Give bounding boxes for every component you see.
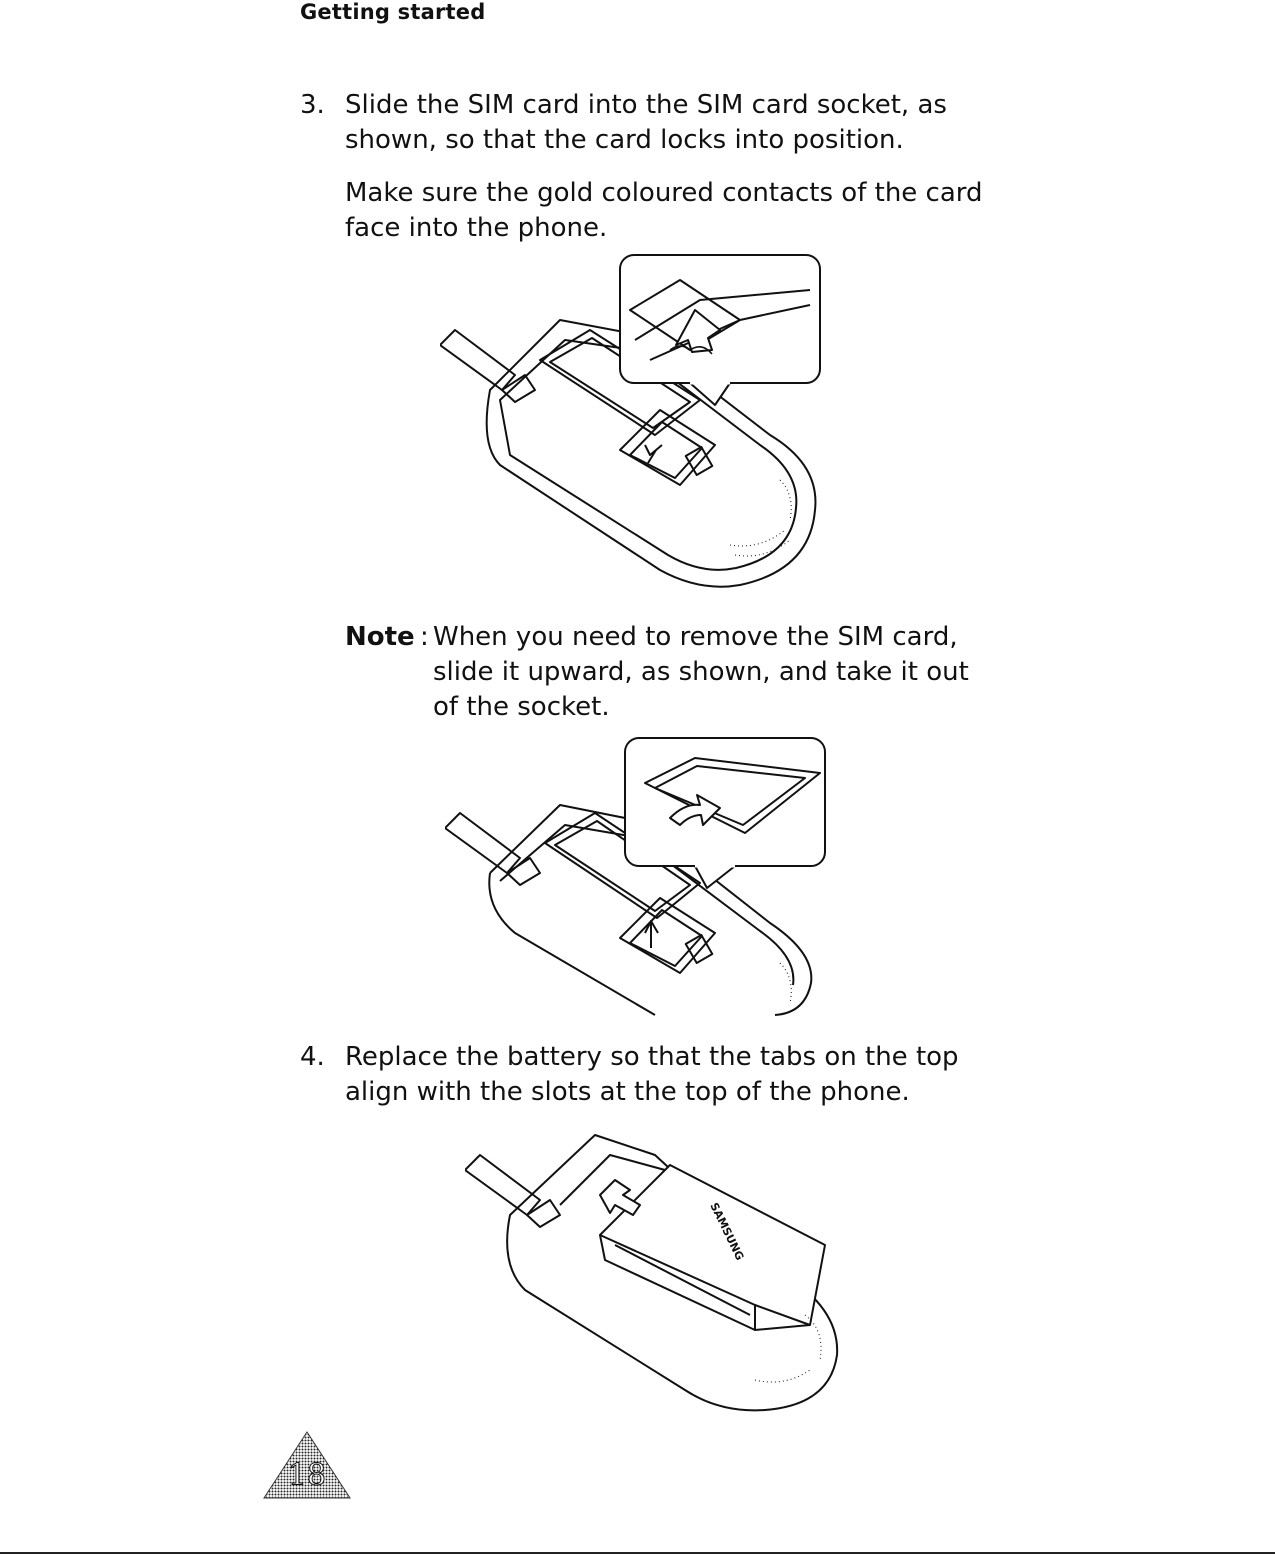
step-4-text: Replace the battery so that the tabs on the top align with the slots at the top of the phone. [345, 1042, 959, 1107]
sim-insert-illustration [440, 250, 830, 595]
page-header: Getting started [300, 0, 486, 24]
page-number: 18 [287, 1458, 327, 1493]
battery-brand: SAMSUNG [707, 1200, 747, 1263]
page-number-badge [262, 1430, 352, 1500]
step-3-number: 3. [300, 90, 325, 120]
battery-replace-illustration [465, 1125, 845, 1415]
note-colon: : [420, 622, 429, 652]
note-label: Note [345, 622, 415, 652]
note-text: When you need to remove the SIM card, slide it upward, as shown, and take it out of the socket. [433, 622, 969, 722]
sim-remove-illustration [445, 733, 835, 1018]
bottom-rule [0, 1552, 1275, 1554]
step-3-text: Slide the SIM card into the SIM card socket, as shown, so that the card locks into position. [345, 90, 947, 155]
step-4-number: 4. [300, 1042, 325, 1072]
step-3-detail: Make sure the gold coloured contacts of the card face into the phone. [345, 178, 983, 243]
